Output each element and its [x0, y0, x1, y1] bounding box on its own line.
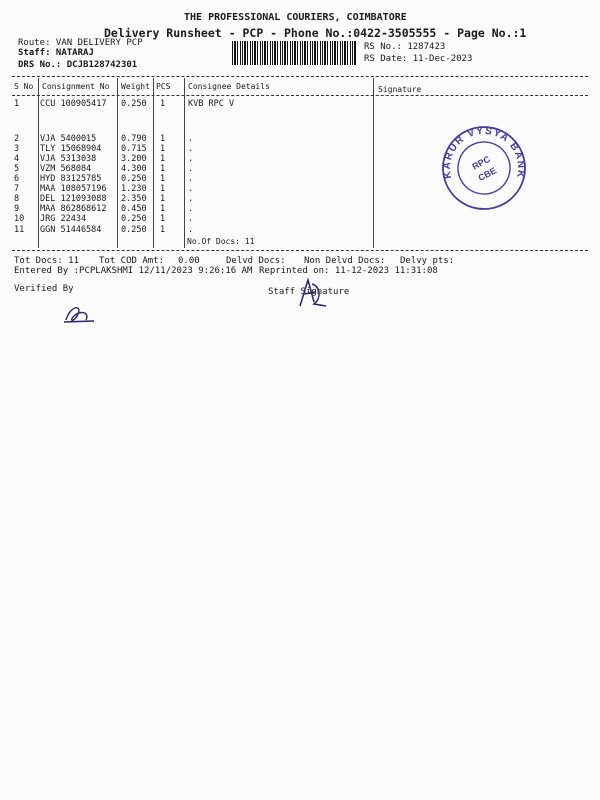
row-weight: 0.715 [121, 144, 147, 154]
row-pieces: 1 [160, 184, 166, 194]
row-consignment-number: DEL 121093088 [40, 194, 107, 204]
row-weight: 0.250 [121, 225, 147, 235]
rs-date: RS Date: 11-Dec-2023 [364, 54, 473, 64]
svg-text:RPC: RPC [470, 153, 492, 172]
no-of-docs: No.Of Docs: 11 [187, 237, 255, 246]
company-name: THE PROFESSIONAL COURIERS, COIMBATORE [184, 12, 407, 23]
table-header-border [12, 95, 588, 96]
col-divider [117, 78, 118, 248]
row-consignment-number: CCU 100905417 [40, 99, 107, 109]
col-header-signature: Signature [378, 85, 422, 94]
row-serial-number: 5 [14, 164, 20, 174]
total-cod-label: Tot COD Amt: [99, 256, 165, 266]
row-pieces: 1 [160, 204, 166, 214]
svg-text:KARUR VYSYA BANK: KARUR VYSYA BANK [441, 125, 527, 180]
row-consignment-number: HYD 83125785 [40, 174, 102, 184]
row-consignee-details: KVB RPC V [188, 99, 235, 109]
row-serial-number: 8 [14, 194, 20, 204]
col-divider [373, 78, 374, 248]
row-consignee-details: . [188, 164, 194, 174]
col-divider [184, 78, 185, 248]
non-delivered-docs: Non Delvd Docs: [304, 256, 386, 266]
row-pieces: 1 [160, 214, 166, 224]
col-header-weight: Weight [121, 82, 150, 91]
reprinted-on: Reprinted on: 11-12-2023 11:31:08 [259, 266, 438, 276]
row-weight: 0.250 [121, 99, 147, 109]
row-weight: 0.250 [121, 214, 147, 224]
row-weight: 0.250 [121, 174, 147, 184]
col-header-pcs: PCS [156, 82, 171, 91]
col-header-sno: S No [14, 82, 34, 91]
row-consignee-details: . [188, 225, 194, 235]
row-pieces: 1 [160, 134, 166, 144]
row-consignee-details: . [188, 214, 194, 224]
row-weight: 0.450 [121, 204, 147, 214]
drs-number: DRS No.: DCJB128742301 [18, 60, 138, 70]
row-weight: 3.200 [121, 154, 147, 164]
row-consignee-details: . [188, 204, 194, 214]
row-pieces: 1 [160, 144, 166, 154]
row-consignee-details: . [188, 184, 194, 194]
row-consignment-number: MAA 108057196 [40, 184, 107, 194]
row-serial-number: 6 [14, 174, 20, 184]
row-serial-number: 1 [14, 99, 20, 109]
total-cod-value: 0.00 [178, 256, 200, 266]
row-serial-number: 2 [14, 134, 20, 144]
table-bottom-border [12, 250, 588, 251]
row-pieces: 1 [160, 99, 166, 109]
row-pieces: 1 [160, 174, 166, 184]
row-pieces: 1 [160, 154, 166, 164]
row-consignment-number: VZM 568084 [40, 164, 92, 174]
staff-label: Staff: NATARAJ [18, 48, 94, 58]
row-weight: 4.300 [121, 164, 147, 174]
row-weight: 2.350 [121, 194, 147, 204]
runsheet-title: Delivery Runsheet - PCP - Phone No.:0422-3505555 - Page No.:1 [104, 26, 527, 40]
row-weight: 0.790 [121, 134, 147, 144]
row-consignment-number: VJA 5313038 [40, 154, 97, 164]
col-header-consignment: Consignment No [42, 82, 110, 91]
delivery-points: Delvy pts: [400, 256, 455, 266]
row-serial-number: 4 [14, 154, 20, 164]
row-weight: 1.230 [121, 184, 147, 194]
row-consignee-details: . [188, 134, 194, 144]
row-consignment-number: JRG 22434 [40, 214, 87, 224]
verifier-signature [60, 300, 100, 328]
row-serial-number: 3 [14, 144, 20, 154]
col-divider [153, 78, 154, 248]
route-label: Route: VAN DELIVERY PCP [18, 38, 143, 48]
row-consignee-details: . [188, 194, 194, 204]
row-serial-number: 11 [14, 225, 25, 235]
row-consignee-details: . [188, 144, 194, 154]
row-consignment-number: GGN 51446584 [40, 225, 102, 235]
staff-signature [292, 276, 332, 312]
row-pieces: 1 [160, 164, 166, 174]
row-consignment-number: TLY 15068904 [40, 144, 102, 154]
svg-text:CBE: CBE [476, 165, 499, 184]
row-consignee-details: . [188, 154, 194, 164]
total-docs: Tot Docs: 11 [14, 256, 80, 266]
row-pieces: 1 [160, 225, 166, 235]
bank-stamp-seal [436, 122, 532, 214]
row-serial-number: 10 [14, 214, 25, 224]
delivered-docs: Delvd Docs: [226, 256, 286, 266]
col-header-consignee: Consignee Details [188, 82, 270, 91]
row-consignment-number: MAA 862868612 [40, 204, 107, 214]
staff-signature-label: Staff Signature [268, 287, 350, 297]
entered-by: Entered By :PCPLAKSHMI 12/11/2023 9:26:16 AM [14, 266, 253, 276]
row-serial-number: 7 [14, 184, 20, 194]
rs-number: RS No.: 1287423 [364, 42, 446, 52]
row-consignee-details: . [188, 174, 194, 184]
row-pieces: 1 [160, 194, 166, 204]
row-serial-number: 9 [14, 204, 20, 214]
col-divider [38, 78, 39, 248]
row-consignment-number: VJA 5400015 [40, 134, 97, 144]
barcode [232, 41, 356, 65]
table-top-border [12, 76, 588, 77]
verified-by-label: Verified By [14, 284, 74, 294]
